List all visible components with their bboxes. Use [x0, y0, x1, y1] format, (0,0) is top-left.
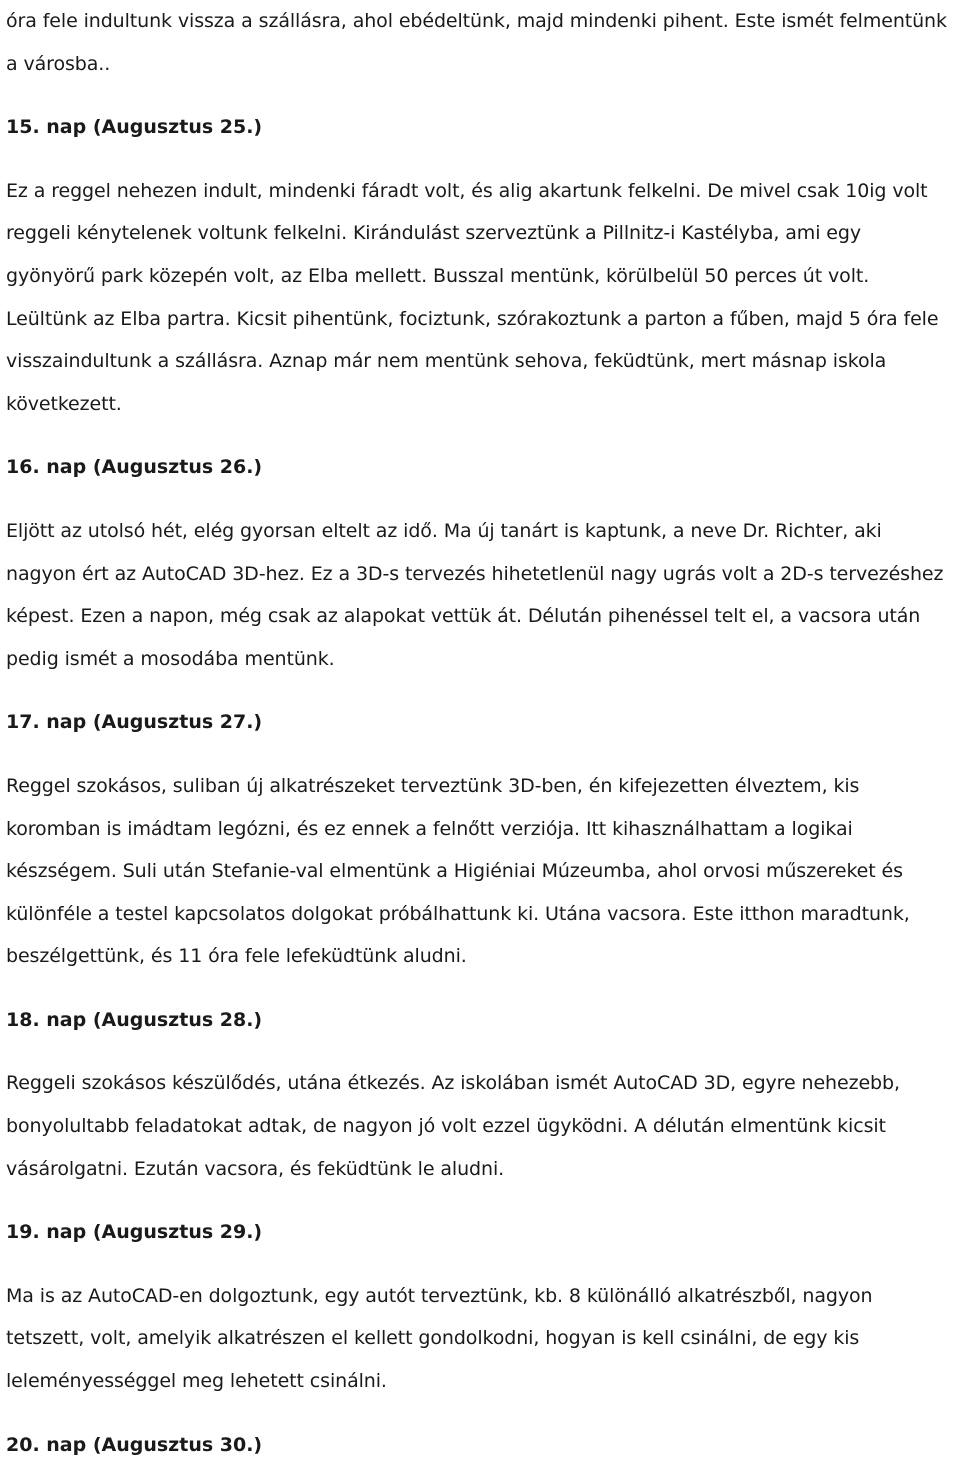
day-15-text: Ez a reggel nehezen indult, mindenki fáradt volt, és alig akartunk felkelni. De mivel csak 10ig volt reggeli kénytelenek voltunk felkelni. Kirándulást szerveztünk a Pillnitz-i Kastélyba, ami egy gyönyörű park közepén volt, az Elba mellett. Busszal mentünk, körülbelül 50 perces út volt. Leültünk az Elba partra. Kicsit pihentünk, fociztunk, szórakoztunk a parton a fűben, majd 5 óra fele visszaindultunk a szállásra. Aznap már nem mentünk sehova, feküdtünk, mert másnap iskola következett. — [6, 179, 939, 415]
spacer — [6, 489, 954, 510]
day-17-text: Reggel szokásos, suliban új alkatrészeket terveztünk 3D-ben, én kifejezetten élveztem, kis koromban is imádtam legózni, és ez ennek a felnőtt verziója. Itt kihasználhattam a logikai készségem. Suli után Stefanie-val elmentünk a Higiéniai Múzeumba, ahol orvosi műszereket és különféle a testel kapcsolatos dolgokat próbálhattunk ki. Utána vacsora. Este itthon maradtunk, beszélgettünk, és 11 óra fele lefeküdtünk aludni. — [6, 774, 910, 968]
intro-paragraph: óra fele indultunk vissza a szállásra, ahol ebédeltünk, majd mindenki pihent. Este ismét felmentünk a városba.. — [6, 10, 947, 75]
spacer — [6, 744, 954, 765]
day-15-heading: 15. nap (Augusztus 25.) — [6, 116, 263, 139]
spacer — [6, 1403, 954, 1424]
day-16-text: Eljött az utolsó hét, elég gyorsan eltelt az idő. Ma új tanárt is kaptunk, a neve Dr. Richter, aki nagyon ért az AutoCAD 3D-hez. Ez a 3D-s tervezés hihetetlenül nagy ugrás volt a 2D-s tervezéshez képest. Ezen a napon, még csak az alapokat vettük át. Délután pihenéssel telt el, a vacsora után pedig ismét a mosodába mentünk. — [6, 519, 944, 670]
spacer — [6, 680, 954, 701]
day-19-text: Ma is az AutoCAD-en dolgoztunk, egy autót terveztünk, kb. 8 különálló alkatrészből, nagyon tetszett, volt, amelyik alkatrészen el kellett gondolkodni, hogyan is kell csinálni, de egy kis leleményességgel meg lehetett csinálni. — [6, 1284, 873, 1393]
day-18-text: Reggeli szokásos készülődés, utána étkezés. Az iskolában ismét AutoCAD 3D, egyre nehezebb, bonyolultabb feladatokat adtak, de nagyon jó volt ezzel ügyködni. A délután elmentünk kicsit vásárolgatni. Ezután vacsora, és feküdtünk le aludni. — [6, 1072, 900, 1180]
day-18-heading: 18. nap (Augusztus 28.) — [6, 1008, 263, 1031]
spacer — [6, 425, 954, 446]
day-16-heading: 16. nap (Augusztus 26.) — [6, 456, 263, 479]
spacer — [6, 978, 954, 999]
spacer — [6, 1190, 954, 1211]
spacer — [6, 149, 954, 170]
day-19-heading: 19. nap (Augusztus 29.) — [6, 1221, 263, 1244]
spacer — [6, 1254, 954, 1275]
document-page — [6, 0, 954, 1466]
spacer — [6, 1041, 954, 1062]
day-20-heading: 20. nap (Augusztus 30.) — [6, 1433, 263, 1456]
day-17-heading: 17. nap (Augusztus 27.) — [6, 711, 263, 734]
spacer — [6, 85, 954, 106]
